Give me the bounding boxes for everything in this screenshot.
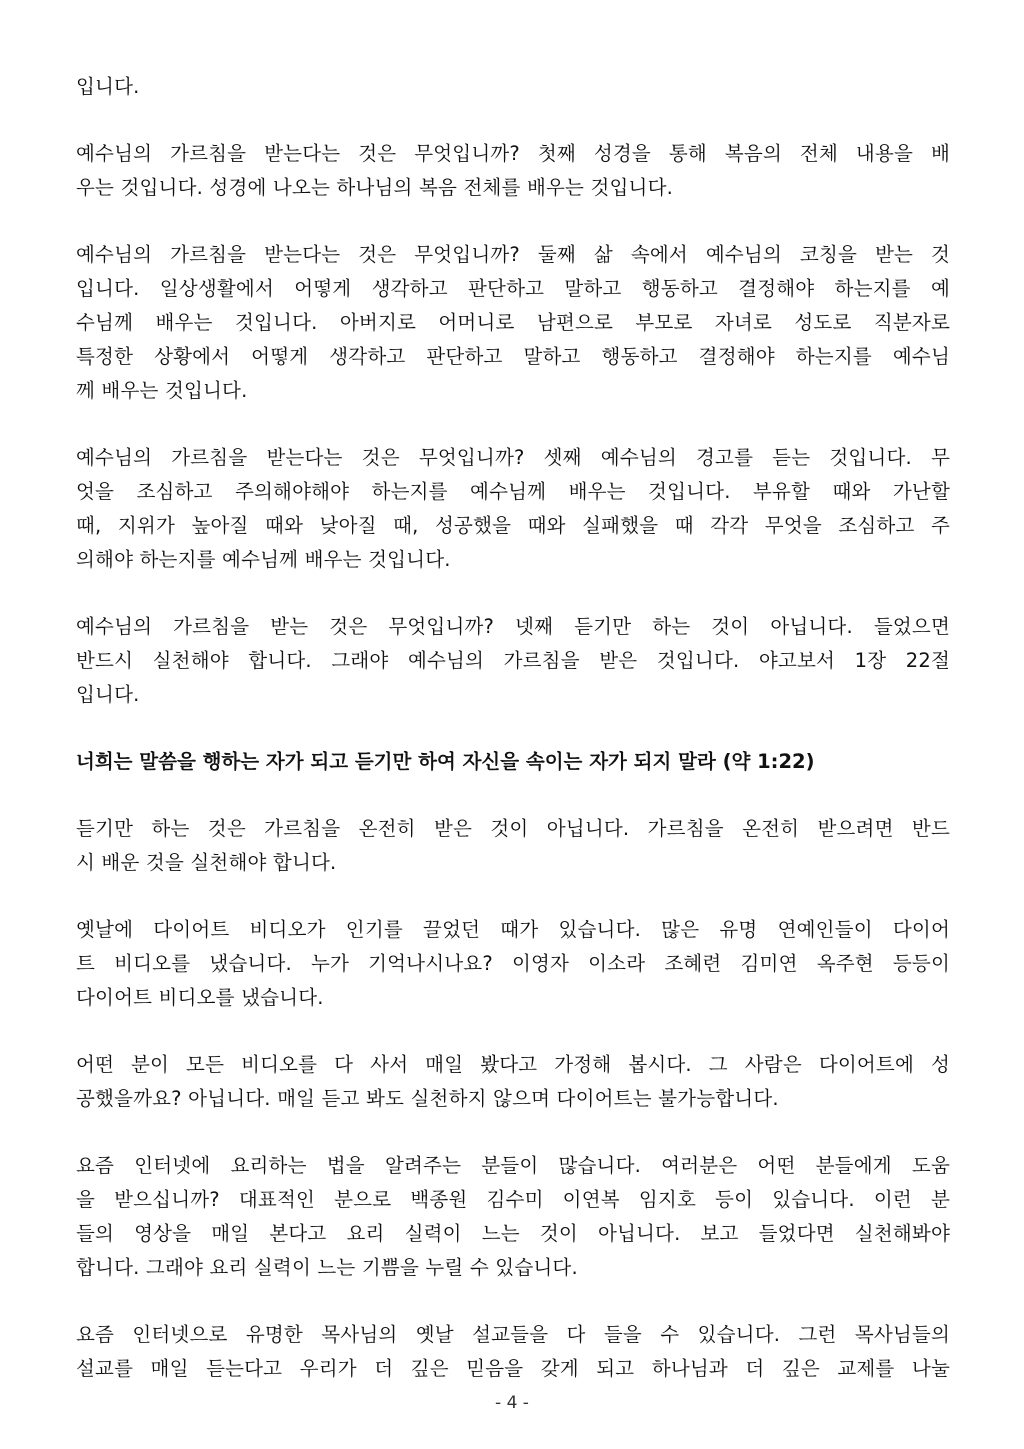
body-paragraph [76, 238, 950, 408]
paragraph-gap [76, 577, 950, 610]
body-paragraph [76, 812, 950, 880]
text-line: 께 배우는 것입니다. [76, 379, 248, 402]
page-number: - 4 - [495, 1393, 529, 1413]
body-paragraph [76, 70, 950, 104]
text-line: 때, 지위가 높아질 때와 낮아질 때, 성공했을 때와 실패했을 때 각각 무엇을 조심하고 주 [76, 514, 950, 537]
paragraph-gap [76, 408, 950, 441]
text-line: 설교를 매일 듣는다고 우리가 더 깊은 믿음을 갖게 되고 하나님과 더 깊은 교제를 나눌 [76, 1357, 950, 1380]
text-line: 트 비디오를 냈습니다. 누가 기억나시나요? 이영자 이소라 조혜련 김미연 옥주현 등등이 [76, 952, 950, 975]
text-line: 다이어트 비디오를 냈습니다. [76, 986, 324, 1009]
paragraph-gap [76, 104, 950, 137]
text-line: 시 배운 것을 실천해야 합니다. [76, 851, 337, 874]
body-paragraph [76, 1048, 950, 1116]
body-paragraph [76, 441, 950, 577]
text-line: 합니다. 그래야 요리 실력이 느는 기쁨을 누릴 수 있습니다. [76, 1256, 578, 1279]
text-line: 엇을 조심하고 주의해야해야 하는지를 예수님께 배우는 것입니다. 부유할 때와 가난할 [76, 480, 950, 503]
body-paragraph [76, 913, 950, 1015]
text-line: 입니다. 일상생활에서 어떻게 생각하고 판단하고 말하고 행동하고 결정해야 하는지를 예 [76, 277, 950, 300]
paragraph-gap [76, 880, 950, 913]
document-page [76, 70, 950, 1386]
text-line: 옛날에 다이어트 비디오가 인기를 끌었던 때가 있습니다. 많은 유명 연예인들이 다이어 [76, 918, 950, 941]
text-line: 의해야 하는지를 예수님께 배우는 것입니다. [76, 548, 451, 571]
body-paragraph [76, 137, 950, 205]
text-line: 특정한 상황에서 어떻게 생각하고 판단하고 말하고 행동하고 결정해야 하는지를 예수님 [76, 345, 950, 368]
text-line: 예수님의 가르침을 받는다는 것은 무엇입니까? 첫째 성경을 통해 복음의 전체 내용을 배 [76, 142, 950, 165]
text-line: 어떤 분이 모든 비디오를 다 사서 매일 봤다고 가정해 봅시다. 그 사람은 다이어트에 성 [76, 1053, 950, 1076]
paragraph-gap [76, 712, 950, 745]
text-line: 우는 것입니다. 성경에 나오는 하나님의 복음 전체를 배우는 것입니다. [76, 176, 674, 199]
text-line: 수님께 배우는 것입니다. 아버지로 어머니로 남편으로 부모로 자녀로 성도로 직분자로 [76, 311, 950, 334]
text-line: 들의 영상을 매일 본다고 요리 실력이 느는 것이 아닙니다. 보고 들었다면 실천해봐야 [76, 1222, 950, 1245]
text-line: 듣기만 하는 것은 가르침을 온전히 받은 것이 아닙니다. 가르침을 온전히 받으려면 반드 [76, 817, 950, 840]
text-line: 예수님의 가르침을 받는 것은 무엇입니까? 넷째 듣기만 하는 것이 아닙니다. 들었으면 [76, 615, 950, 638]
body-paragraph [76, 1318, 950, 1386]
paragraph-gap [76, 1116, 950, 1149]
text-line: 입니다. [76, 683, 140, 706]
paragraph-gap [76, 1015, 950, 1048]
paragraph-gap [76, 779, 950, 812]
body-paragraph [76, 1149, 950, 1285]
text-line: 요즘 인터넷에 요리하는 법을 알려주는 분들이 많습니다. 여러분은 어떤 분들에게 도움 [76, 1154, 950, 1177]
paragraph-gap [76, 1285, 950, 1318]
text-line: 예수님의 가르침을 받는다는 것은 무엇입니까? 둘째 삶 속에서 예수님의 코칭을 받는 것 [76, 243, 950, 266]
text-line: 입니다. [76, 75, 140, 98]
scripture-quote: 너희는 말씀을 행하는 자가 되고 듣기만 하여 자신을 속이는 자가 되지 말라 (약 1:22) [76, 750, 815, 773]
paragraph-gap [76, 205, 950, 238]
text-line: 예수님의 가르침을 받는다는 것은 무엇입니까? 셋째 예수님의 경고를 듣는 것입니다. 무 [76, 446, 950, 469]
text-line: 반드시 실천해야 합니다. 그래야 예수님의 가르침을 받은 것입니다. 야고보서 1장 22절 [76, 649, 950, 672]
text-line: 요즘 인터넷으로 유명한 목사님의 옛날 설교들을 다 들을 수 있습니다. 그런 목사님들의 [76, 1323, 950, 1346]
text-line: 을 받으십니까? 대표적인 분으로 백종원 김수미 이연복 임지호 등이 있습니다. 이런 분 [76, 1188, 950, 1211]
text-line: 공했을까요? 아닙니다. 매일 듣고 봐도 실천하지 않으며 다이어트는 불가능합니다. [76, 1087, 779, 1110]
body-paragraph [76, 610, 950, 712]
